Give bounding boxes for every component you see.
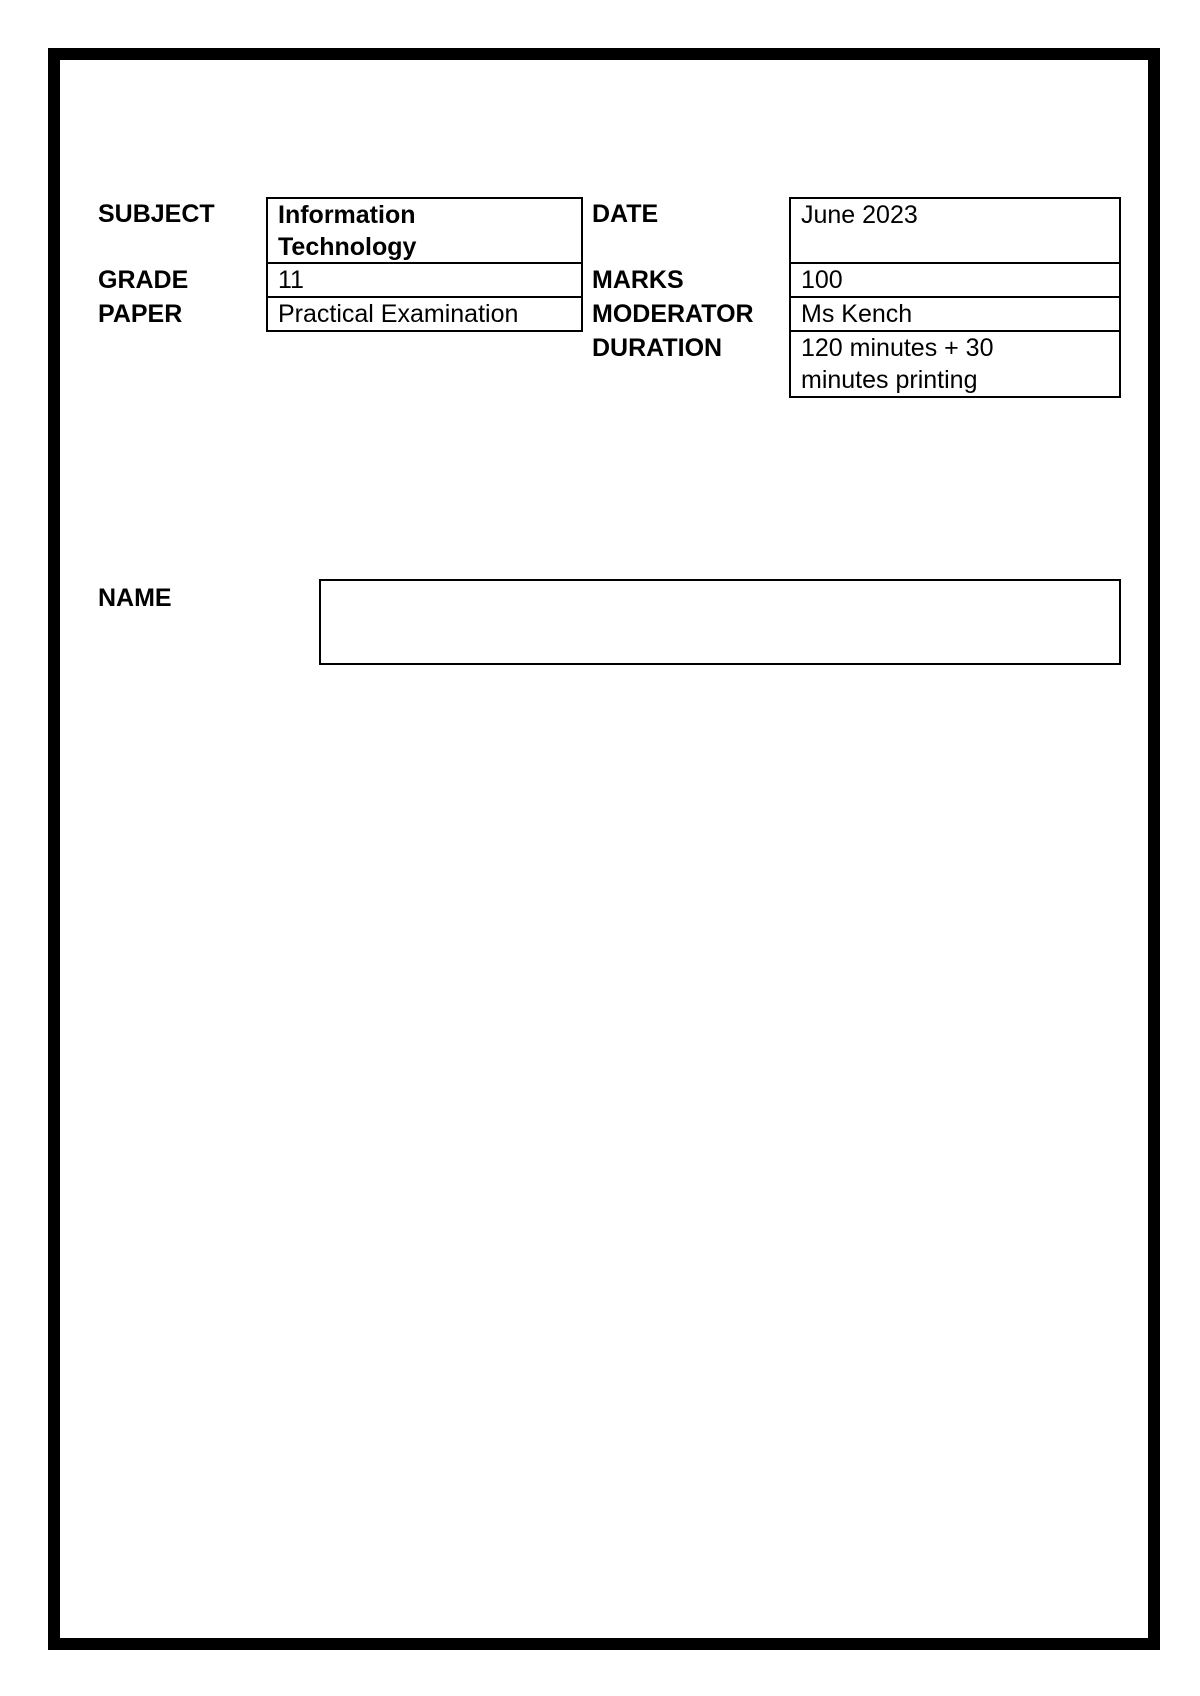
date-label: DATE [592, 200, 659, 228]
subject-value-box [266, 197, 583, 264]
grade-label: GRADE [98, 266, 189, 294]
date-value: June 2023 [801, 201, 918, 229]
name-field[interactable] [319, 579, 1121, 665]
marks-value: 100 [801, 266, 843, 294]
duration-value-line-2: minutes printing [801, 366, 978, 394]
marks-label: MARKS [592, 266, 684, 294]
paper-value: Practical Examination [278, 300, 519, 328]
subject-value-line-2: Technology [278, 233, 417, 261]
name-label: NAME [98, 584, 172, 612]
duration-value-box [789, 330, 1121, 398]
paper-label: PAPER [98, 300, 183, 328]
grade-value: 11 [278, 266, 304, 294]
duration-label: DURATION [592, 334, 723, 362]
duration-value-line-1: 120 minutes + 30 [801, 334, 994, 362]
grade-value-box [266, 262, 583, 298]
paper-value-box [266, 296, 583, 332]
marks-value-box [789, 262, 1121, 298]
moderator-label: MODERATOR [592, 300, 754, 328]
subject-label: SUBJECT [98, 200, 215, 228]
moderator-value-box [789, 296, 1121, 332]
moderator-value: Ms Kench [801, 300, 913, 328]
date-value-box [789, 197, 1121, 264]
subject-value-line-1: Information [278, 201, 416, 229]
